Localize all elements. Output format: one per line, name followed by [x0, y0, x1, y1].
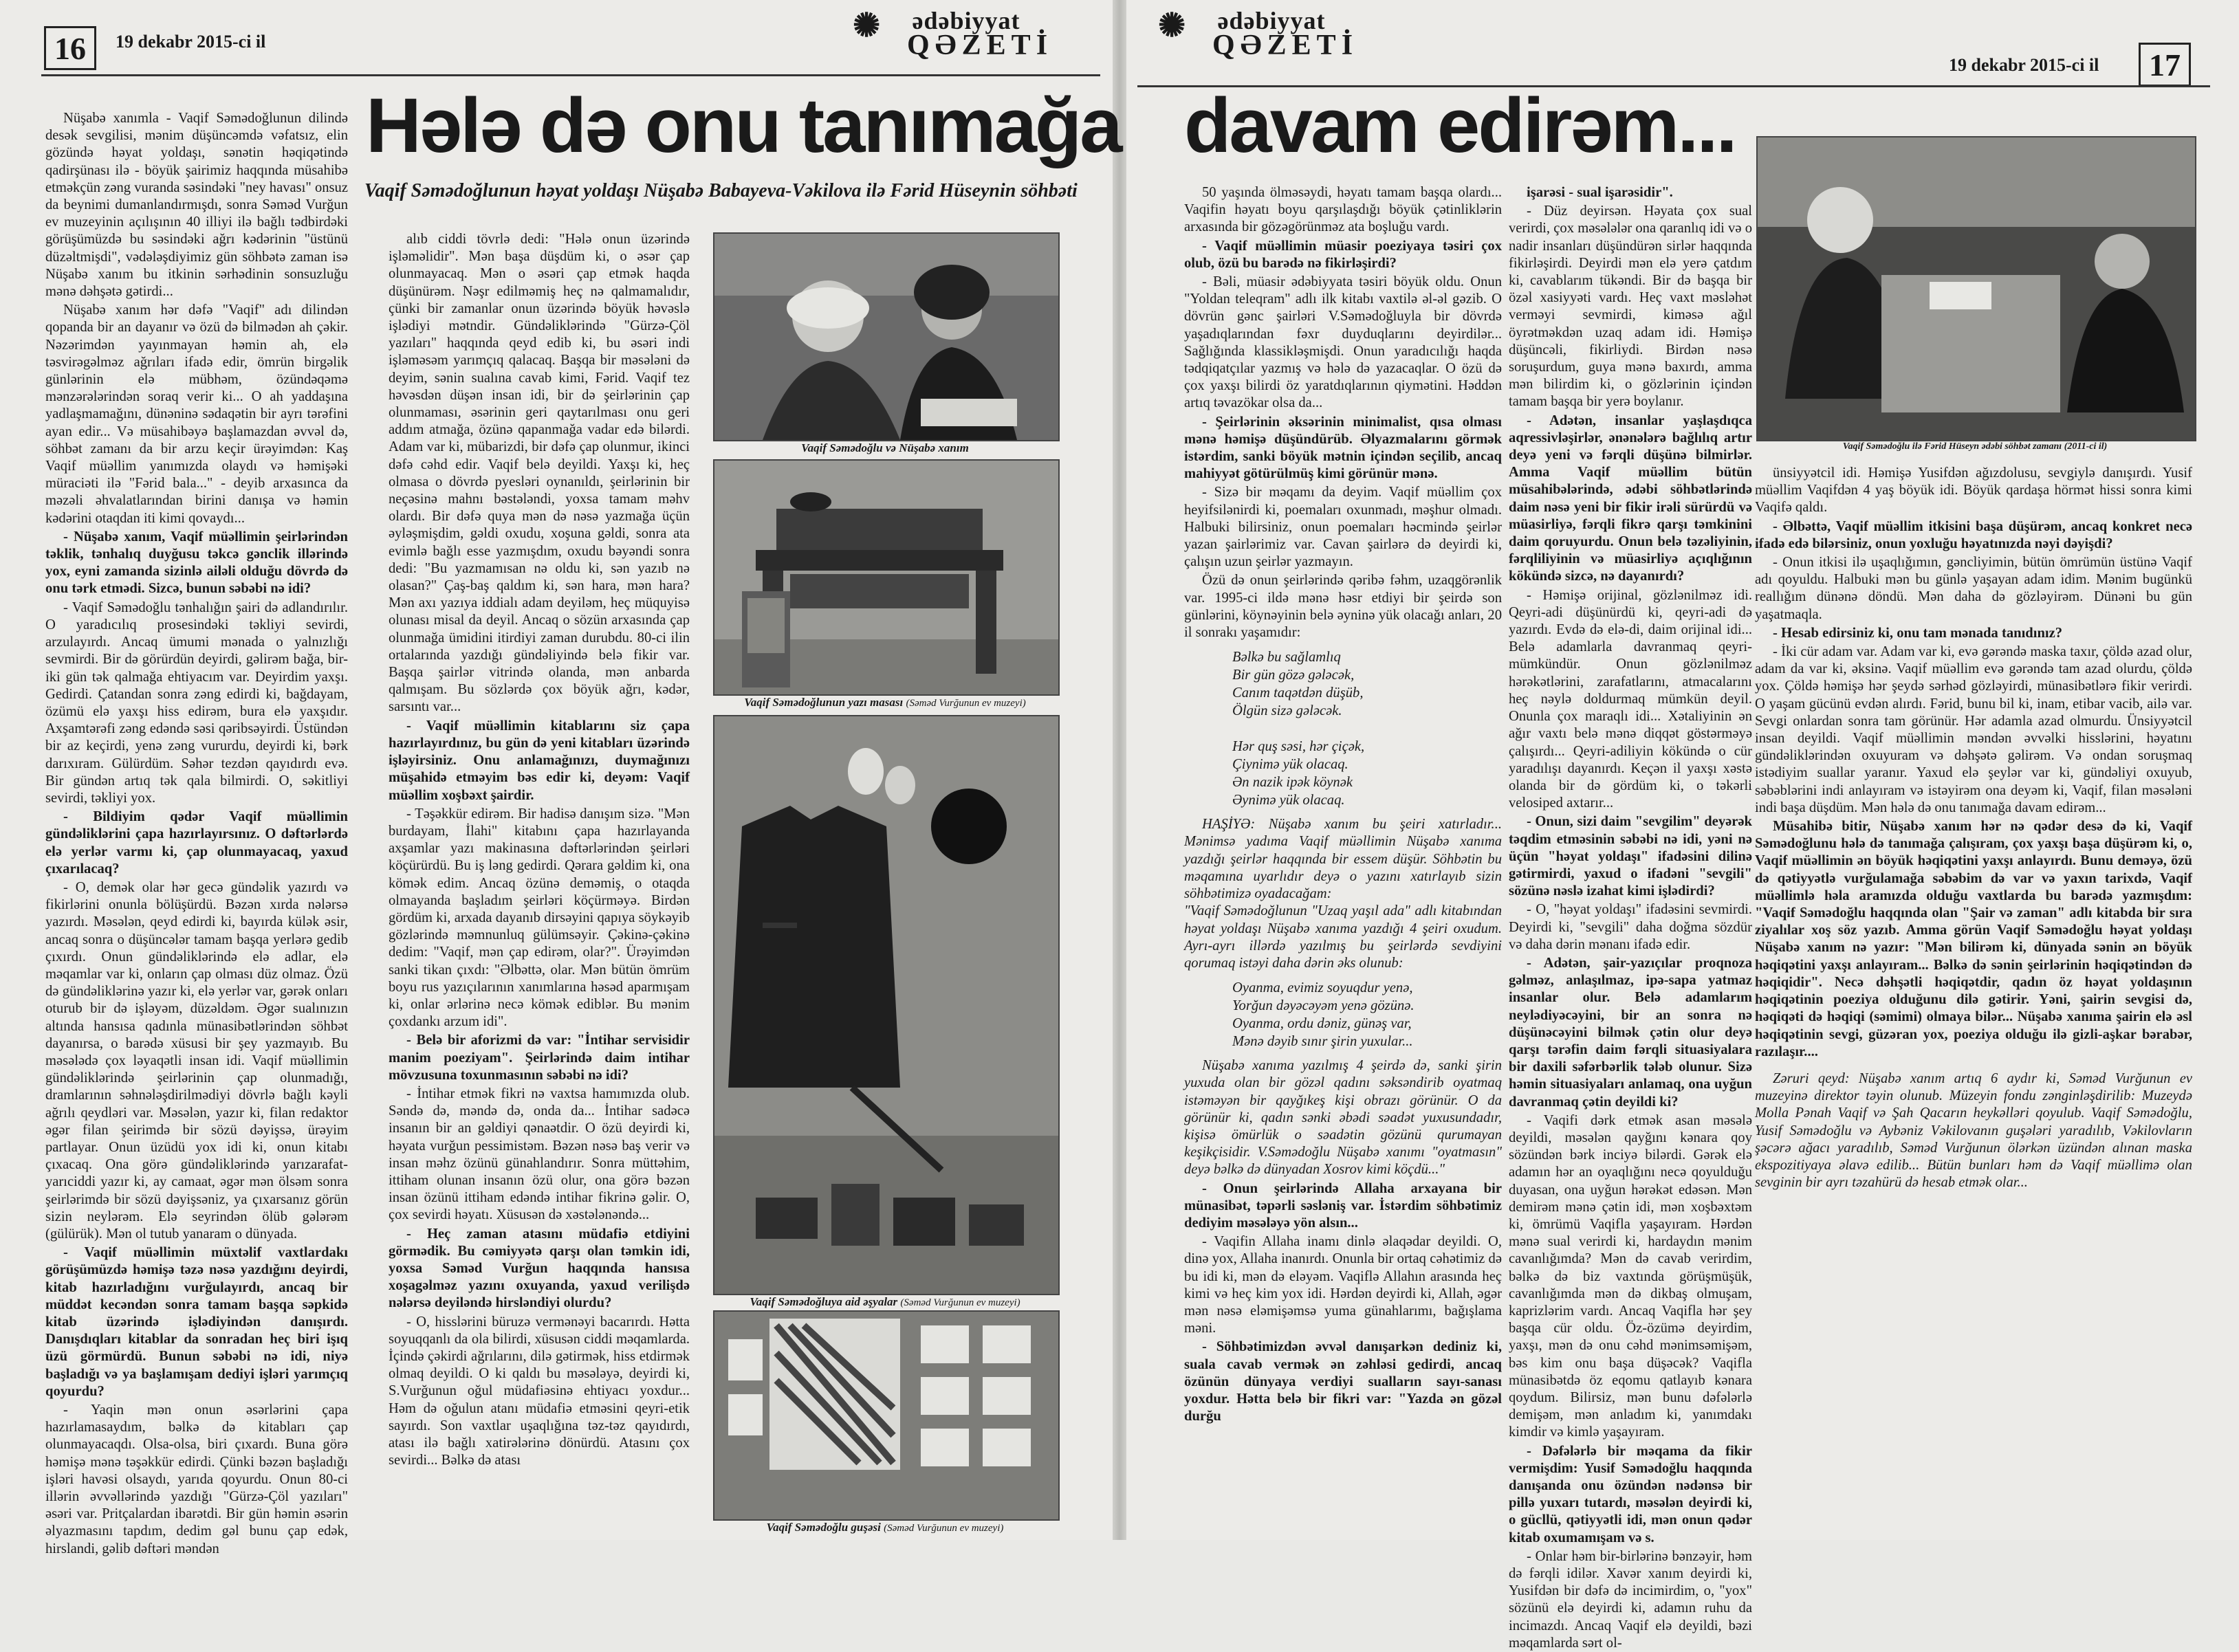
paragraph: - Təşəkkür edirəm. Bir hadisə danışım sizə. "Mən burdayam, İlahi" kitabını çapa hazırlayanda axşamlar yazı makinasına dəftərlərindən şeirləri köçürürdü. Bu iş ləng gedirdi. Qərara gəldim ki, ona kömək edim. Ancaq özünə deməmiş, o otaqda olmayanda başladım şeirləri köçürməyə. Birdən gördüm ki, arxada dayanıb dirsəyini qapıya söykəyib gözlərində məmnunluq gülümsəyir. Çəkinə-çəkinə dedim: "Vaqif, mən çap edirəm, olar?". Ürəyimdən sanki tikan çıxdı: "Əlbəttə, olar. Mən bütün ömrüm boyu rus yazıçılarının xanımlarına həsəd aparmışam ki, onlar ərlərinə necə kömək ediblər. Bu mənim çoxdankı arzum idi". [389, 806, 690, 1030]
interview-question: - Belə bir aforizmi də var: "İntihar servisidir manim poeziyam". Şeirlərində daim intihar mövzusuna toxunmasının səbəbi nə idi? [389, 1033, 690, 1083]
paragraph: - Vaqifi dərk etmək asan məsələ deyildi, məsələn qayğını kənara qoy sözündən bərk inciyə bilərdi. Gərək elə adamın hər an oyaqlığını necə qoyulduğu duyasan, ona uyğun hərəkət edəsən. Mən demirəm mənə çətin idi, mən xoşbəxtəm ki, ömrümü Vaqifla yaşayıram. Hərdən mənə sual verirdi ki, hardaydın mənim cavanlığımda? Mən də cavab verirdim, bəlkə də biz vaxtında görüşmüşük, cavanlığımda mən də dikbaş olmuşam, kaprizlərim vardı. Ancaq Vaqifla hər şey başqa cür oldu. Öz-özümə deyirdim, yaxşı, mən də onu cəhd mənimsəmişəm, bəs kim onu başa düşəcək? Vaqifla münasibətdə öz eqomu qatlayıb kənara qoydum. Bilirsiz, mən bunu dəfələrlə demişəm, mən anladım ki, yanımdakı kimdir və kimlə yaşayıram. [1509, 1112, 1752, 1440]
article-subtitle: Vaqif Səmədoğlunun həyat yoldaşı Nüşabə Babayeva-Vəkilova ilə Fərid Hüseynin söhbəti [364, 180, 1078, 201]
paragraph: Nüşabə xanım hər dəfə "Vaqif" adı dilindən qopanda bir an dayanır və özü də bilmədən ah çəkir. Nəzərimdən yayınmayan həmin ah, elə təsvirəgəlməz ağrıları ifadə edir, ömrün birgəlik günlərinin elə mübhəm, özündəqəmə mənzərələrindən soraq verir ki... O ah yaddaşına yadlaşmamağını, dünəninə sədaqətin bir ayrı tərəfini ayan edir... Və müsahibəyə başlamazdan əvvəl də, söhbət zamanı da bir arzu keçir ürəyimdən: Kaş Vaqif müəllim yanımızda olaydı və həmişəki müraciəti ilə "Fərid bala..." - deyib arxasınca da məzəli əhvalatlarından birini danışa və həmin kədərini otaqdan iti kimi qovaydı... [45, 302, 348, 526]
page-gutter [1113, 0, 1126, 1540]
photo-writing-desk [713, 459, 1060, 696]
interview-question: - Adətən, şair-yazıçılar proqnoza gəlməz, anlaşılmaz, ipə-sapa yatmaz insanlar olur. Belə adamlarım neylədiyəcəyini, bir an sonra nə düşünəcəyini bilmək çətin olur deyə qarşı tərəfin daim fərqli situasiyalara bir daxili səfərbərlik tələb olunur. Sizə həmin situasiyaları anlamaq, ona uyğun davranmaq çətin deyildi ki? [1509, 955, 1752, 1110]
header-rule [41, 74, 1100, 76]
paragraph: - İntihar etmək fikri nə vaxtsa hamımızda olub. Səndə də, məndə də, onda da... İntihar sadəcə insanın bir an gəldiyi qənaətdir. O özü deyirdi ki, həyata vurğun pessimistəm. Bəzən nəsə baş verir və insan məhz özünü günahlandırır. Sonra müttəhim, ittiham olunan insanın özü olur, ona görə bəzən insan özünü ittiham edəndə intihar fikrinə gəlir. O, çox sevirdi həyatı. Xüsusən də xəstələnəndə... [389, 1086, 690, 1223]
editor-note: HAŞİYƏ: Nüşabə xanım bu şeiri xatırladır... Mənimsə yadıma Vaqif müəllimin Nüşabə xanıma yazdığı şeirlər haqqında bir essem düşür. Söhbətin bu məqamına uyarlıdır deyə o yazını xatırlayıb sizin söhbətimizə oyadacağam: "Vaqif Səmədoğlunun "Uzaq yaşıl ada" adlı kitabından həyat yoldaşı Nüşabə xanıma yazdığı 4 şeiri oxudum. Ayrı-ayrı illərdə yazılmış bu şeirlərdə sevdiyini qorumaq istəyi daha dərin əks olunub: [1184, 817, 1502, 971]
interview-question: - Adətən, insanlar yaşlaşdıqca aqressivləşirlər, ənənələrə bağlılıq artır deyə yeni və fərqli düşünə bilmirlər. Amma Vaqif müəllim bütün müsahibələrində, ədəbi söhbətlərində daim nəsə yeni bir fikir irəli sürürdü və müasirliyə, fərqli fikrə qarşı təmkinini daim qoruyurdu. Onun belə təzəliyinin, fərqliliyinin və müasirliyə açıqlığının kökündə sizcə, nə dayanırdı? [1509, 412, 1752, 584]
paragraph: - O, demək olar hər gecə gündəlik yazırdı və fikirlərini onunla bölüşürdü. Bəzən xırda nələrsə yazırdı. Məsələn, qeyd edirdi ki, bayırda külək əsir, ancaq sonra o düşüncələr tamam başqa yerlərə gedib çıxırdı. Onun gündəliklərində elə adlar, elə məqamlar var ki, onların çap olması düz olmaz. Özü də gündəliklərinə yazır ki, elə yerlər var, gərək onları oturub bir də işləyəm, düzəldəm. Əgər sualınızın altında hansısa qadınla münasibətlərindən söhbət dayanırsa, o barədə xüsusi bir şey yazmayıb. Bu məsələdə çox ləyaqətli insan idi. Vaqif müəllimin gündəliklərində şeirlərinin çap olunmadığı, dramlarının səhnələşdirilmədiyi dövrlə bağlı kəyli ağrılı qeydləri var. Məsələn, yazır ki, filan redaktor əgər filan şeirimdə bir sözü dəyişsə, ürəyim partlayar. Onun üzüdü yox idi ki, onun kitabı çıxacaq. Ona görə gündəliklərində yarızarafat-yarıciddi yazır ki, ay camaat, əgər mən ölsəm sonra şeirlərimdə bir sözü dəyişsəniz, ya çıxarsanız görün sizin neylərəm. Elə seyrindən ölüb gələrəm (gülürük). Mən ol tutub yanaram o dünyada. [45, 879, 348, 1242]
text-column-5 [1755, 465, 2192, 1530]
paragraph: - Vaqifin Allaha inamı dinlə əlaqədar deyildi. O, dinə yox, Allaha inanırdı. Onunla bir ortaq cəhətimiz də bu idi ki, mən də eləyəm. Vaqiflə Allahın arasında heç kimi və heç kim yox idi. Hərdən deyirdi ki, Allah, əgər mən nəsə eləmişəmsə yuma günahlarımı, bağışlama məni. [1184, 1234, 1502, 1336]
interview-question: - Vaqif müəllimin kitablarını siz çapa hazırlayırdınız, bu gün də yeni kitabları üzərində işləyirsiniz. Onu anlamağınızı, duymağınızı müşahidə etməyim bəs edir ki, deyəm: Vaqif müəllim xoşbəxt şairdir. [389, 718, 690, 803]
desk-photo-image [714, 461, 1058, 694]
interview-question: Müsahibə bitir, Nüşabə xanım hər nə qədər desə də ki, Vaqif Səmədoğlunu hələ də tanımağa çalışıram, çox yaxşı başa düşürəm ki, o, Vaqif müəllimin ən böyük həqiqətini yaxşı anlayırdı. Bunu deməyə, özü də qətiyyətlə vurğulamağa səbəbim də var və yaxın tarixdə, Vaqif müəllimlə həla aramızda olduğu vaxtlarda bu barədə yazmışdım: "Vaqif Səmədoğlu haqqında olan "Şair və zaman" adlı kitabda bir sıra ziyalılar xoş söz yazıb. Amma görün Vaqif Səmədoğlu həyat yoldaşı Nüşabə xanım nə yazır: "Mən bilirəm ki, dünyada sənin ən böyük həqiqətini yaxşı anlayıram... Bəlkə də sənin şeirlərinin həqiqətindən də həqiqidir". Necə dəhşətli həqiqətdir, qadın öz həyat yoldaşının həqiqətinin poeziya olduğunu dilə gətirir. Yəni, şairin sevgisi də, həqiqəti də həqiqi (səmimi) olmaya bilər... Nüşabə xanıma şairin elə əsl həqiqətinin sevgi, güzəran yox, poeziya olduğu ilə gizli-aşkar bərabər, razılaşır.... [1755, 819, 2192, 1059]
caption-photo-3: Vaqif Səmədoğluya aid əşyalar (Səməd Vurğunun ev muzeyi) [750, 1295, 1020, 1308]
headline-right: davam edirəm... [1184, 82, 1736, 168]
text-column-4 [1509, 184, 1752, 1651]
paragraph: ünsiyyətcil idi. Həmişə Yusifdən ağızdolusu, sevgiylə danışırdı. Yusif müəllim Vaqifdən 4 yaş böyük idi. Böyük qardaşa hörmət hissi sonra kimi Vaqifə qaldı. [1755, 465, 2192, 516]
paragraph: - İki cür adam var. Adam var ki, evə gərəndə maska taxır, çöldə azad olur, adam da var ki, əksinə. Vaqif müəllim evə gərəndə tam azad olurdu, çöldə yox. Çöldə həmişə hər şeydə sərhəd gözləyirdi, münasibətlərə fikir verirdi. O yaşam gücünü evdən alırdı. Fərid, bunu bil ki, inam, etibar vacib, ailə var. Sevgi onlardan sonra tam görünür. Hər adamla azad olmurdu. Ünsiyyətcil insan deyildi. Vaqif müəllimin məndən əvvəlki hisslərini, həyatını gündəliklərindən oxuyuram və dəhşətə gəlirəm. Və ondan soruşmaq istədiyim suallar yaranır. Yaxud elə şeylər var ki, gündəliyi oxuyub, səbəblərini indi anlayıram və istəyirəm ona deyəm ki, Vaqif, filan məsələni indi başa düşdüm. Mən hələ də onu tanımağa davam edirəm... [1755, 644, 2192, 815]
interview-question: - Bildiyim qədər Vaqif müəllimin gündəliklərini çapa hazırlayırsınız. O dəftərlərdə elə yerlər varmı ki, çap olunmayacaq, yaxud çıxarılacaq? [45, 809, 348, 877]
page-number: 16 [44, 26, 96, 70]
text-column-2 [389, 231, 690, 1530]
interview-photo-image [1758, 137, 2195, 440]
caption-photo-4: Vaqif Səmədoğlu guşəsi (Səməd Vurğunun ev muzeyi) [766, 1521, 1004, 1534]
paragraph: alıb ciddi tövrlə dedi: "Hələ onun üzərində işləməlidir". Mən başa düşdüm ki, o əsər çap olunmayacaq. Mən o əsəri çap etmək haqda düşünürəm. Nəşr edilməmiş heç nə qalmamalıdır, çünki bir zamanlar onun üzərində böyük həvəslə işlədiyi mətndir. Gündəliklərində "Gürzə-Çöl yazıları" haqqında qeyd edib ki, bu əsəri indi işləməsəm yarımçıq qalacaq. Başqa bir məsələni də deyim, sənin sualına cavab kimi, Fərid. Vaqif tez həvəsdən düşən insan idi, bir də şeirlərinin çap olunmaması, əsərinin geri qaytarılması onu geri addım atmağa, özünə qapanmağa vadar edə bilərdi. Adam var ki, mübarizdi, bir dəfə çap olunmur, ikinci dəfə cəhd edir. Vaqif belə deyildi. Yaxşı ki, heç olmasa o dövrdə pyesləri oynanıldı, şeirlərinin bir neçəsinə mahnı bəstələndi, yoxsa tamam məhv olardı. Bir dəfə quya mən də nəsə yazmağa üçün əyləşmişdim, gəldi oxudu, xoşuna gəldi, sonra ata evimlə bağlı esse yazmışdım, oxudu bəyəndi sonra dedi: "Bu yazmamısan nə oldu ki, sən yazıb nə olasan?" Çaş-baş qaldım ki, sən hara, mən hara? Mən axı yazıya iddialı adam deyiləm, heç müquyisə olunası misal da deyil. Ancaq o sözün arxasında çap olunmağa ümidini itirdiyi zaman durubdu. 80-ci ilin ortalarında yazdığı gündəliyində belə fikir var. Başqa şairlər vitrində olanda, mən anbarda qalmışam. Bu sözlərdə çox böyük ağrı, kədər, sarsıntı var... [389, 232, 690, 715]
photo-belongings [713, 715, 1060, 1295]
caption-photo-2: Vaqif Səmədoğlunun yazı masası (Səməd Vurğunun ev muzeyi) [744, 696, 1026, 709]
poem-stanza: Bəlkə bu sağlamlıq Bir gün gözə gələcək, Canım taqətdən düşüb, Ölgün sizə gələcək. Hər quş səsi, hər çiçək, Çiynimə yük olacaq. Ən nazik ipək köynək Əynimə yük olacaq. [1232, 650, 1365, 808]
footnote: Zəruri qeyd: Nüşabə xanım artıq 6 aydır ki, Səməd Vurğunun ev muzeyinə direktor təyin olunub. Müzeyin fondu zənginləşdirilib: Muzeydə Molla Pənah Vaqif və Şah Qacarın heykəlləri qoyulub. Vaqif Səmədoğlu, Yusif Səmədoğlu və Aybəniz Vəkilovanın guşələri yaradılıb, Vəkilovların şəcərə ağacı yaradılıb, Səməd Vurğunun ölərkən üzündən alınan maska ekspozitiyaya əlavə edilib... Bütün bunları həm də Vaqif müəllimə olan sevginin bir ayrı təzahürü də hesab etmək olar... [1755, 1070, 2192, 1191]
headline-left: Hələ də onu tanımağa [366, 82, 1121, 168]
interview-question: - Vaqif müəllimin müasir poeziyaya təsiri çox olub, özü bu barədə nə fikirləşirdi? [1184, 238, 1502, 271]
photo-interview [1756, 136, 2196, 441]
caption-photo-5: Vaqif Səmədoğlu ilə Fərid Hüseyn ədəbi söhbət zamanı (2011-ci il) [1842, 441, 2108, 452]
sun-emblem-icon: ✺ [853, 8, 881, 44]
interview-question: - Şeirlərinin əksərinin minimalist, qısa olması mənə həmişə düşündürüb. Əlyazmalarını görmək istərdim, sanki böyük mətnin içindən seçilib, ancaq mahiyyət götürülmüş kimi görünür mənə. [1184, 414, 1502, 482]
paragraph: - Bəli, müasir ədəbiyyata təsiri böyük oldu. Onun "Yoldan teleqram" adlı ilk kitabı vaxtilə əl-əl gəzib. O dövrün gənc şairləri V.Səmədoğluyla bir dövrdə yaşadıqlarından fəxr duyduqlarını deyirdilər... Sağlığında klassikləşmişdi. Onun yaradıcılığı haqda tədqiqatçılar yazmış və hələ də yazacaqlar. O özü də çox yaxşı bilirdi öz yaratdıqlarının qiymətini. Həddən artıq təvazökar olsa da... [1184, 274, 1502, 411]
corner-photo-image [714, 1312, 1058, 1519]
paragraph: 50 yaşında ölməsəydi, həyatı tamam başqa olardı... Vaqifin həyatı boyu qarşılaşdığı böyük çətinliklərin arxasında bir gözəgörünməz ata boşluğu vardı. [1184, 185, 1502, 235]
interview-question: - Dəfələrlə bir məqama da fikir vermişdim: Yusif Səmədoğlu haqqında danışanda onu özündən nədənsə bir pillə yuxarı tutardı, məsələn deyirdi ki, o gücllü, qətiyyətli idi, mən onun qədər kitab oxumamışam və s. [1509, 1443, 1752, 1545]
issue-date: 19 dekabr 2015-ci il [116, 32, 266, 52]
newspaper-logo: ✺ ədəbiyyat QƏZETİ [1158, 7, 1359, 61]
couple-photo-image [714, 234, 1058, 440]
paragraph: - Yaqin mən onun əsərlərini çapa hazırlamasaydım, bəlkə də kitabları çap olunmayacaqdı. Olsa-olsa, biri çıxardı. Buna görə həmişə mənə təşəkkür edirdi. Çünki bəzən başladığı işləri havəsi olsaydı, yarıda qoyurdu. Onun 80-ci illərin əvvəllərində yazdığı "Gürzə-Çöl yazıları" əsəri var. Pritçalardan ibarətdi. Bir gün həmin əsərin əlyazmasını tapdım, dedim gəl bunu çap edək, hirslandi, gəlib dəftəri məndən [45, 1402, 348, 1556]
newspaper-logo: ✺ ədəbiyyat QƏZETİ [853, 7, 1053, 61]
photo-couple [713, 232, 1060, 441]
paragraph: - Düz deyirsən. Həyata çox sual verirdi, çox məsələlər ona qaranlıq idi və o nadir insanları düşündürən sirlər haqqında fikirləşirdi. Deyirdi mən elə yerə çatdım ki, cavablarım tükəndi. Bir də başqa bir özəl xasiyyəti vardı. Heç vaxt məsləhət verməyi sevmirdi, kiməsə ağıl öyrətməkdən uzaq adam idi. Həmişə düşüncəli, fikirliydi. Birdən nəsə soruşurdum, guya mənə baxırdı, amma mən bilirdim ki, o gözlərinin içindən tamam başqa bir yerə boylanır. [1509, 203, 1752, 410]
interview-question: - Onun, sizi daim "sevgilim" deyərək təqdim etməsinin səbəbi nə idi, yəni nə üçün "həyat yoldaşı" ifadəsini dilinə gətirmirdi, yaxud o ifadəni "sevgili" sözünə nəslə izahat kimi işlədirdi? [1509, 814, 1752, 899]
paragraph: - Həmişə orijinal, gözlənilməz idi. Qeyri-adi düşünürdü ki, qeyri-adi də yazırdı. Evdə də elə-di, daim orijinal idi... Belə adamlarla davranmaq qeyri-mümkündür. Onun gözlənilməz hərəkətlərini, zarafatlarını, atmacalarını heç nəylə doldurmaq mümkün deyil. Onunla çox maraqlı idi... Xətaliyinin ən ağır vaxtı belə mənə diqqət göstərməyə çalışırdı... Qeyri-adiliyin kökündə o cür yaradılışı dayanırdı. Keçən il yaxşı xəstə olanda bir də gördüm ki, o təkərli velosiped axtarır... [1509, 587, 1752, 811]
paragraph: - Sizə bir məqamı da deyim. Vaqif müəllim çox heyifsilənirdi ki, poemaları oxunmadı, məşhur olmadı. Halbuki bilirsiniz, onun poemaları həcmində şeirlər yazan şairlərimiz var. Cavan şairlərə də deyirdi ki, çalışın uzun şeirlər yazmayın. [1184, 485, 1502, 570]
text-column-3 [1184, 184, 1502, 1532]
interview-question: - Onun şeirlərində Allaha arxayana bir münasibət, təpərli səsləniş var. İstərdim söhbətimiz dediyim məsələyə yön alsın... [1184, 1180, 1502, 1231]
paragraph: - Vaqif Səmədoğlu tənhalığın şairi də adlandırılır. O yaradıcılıq prosesindəki təkliyi sevirdi, arzulayırdı. Ancaq ümumi mənada o yalnızlığı sevmirdi. Bir də görürdün deyirdi, gəlirəm bağa, bir-iki gün tək qalmağa ehtiyacım var. Deyirdim yaxşı. Gedirdi. Çatandan sonra zəng edirdi ki, bağdayam, özümü elə yaxşı hiss edirəm, bura elə yaxşıdır. Axşamtərəfi zəng edəndə səsi qəribsəyirdi. Üstündən bir az keçirdi, yenə zəng vururdu, deyirdi ki, bərk darıxıram. Gülürdüm. Səhər tezdən qayıdırdı evə. Bir gündən artıq tək qala bilmirdi. O, səkitliyi sevirdi, təkliyi yox. [45, 599, 348, 806]
paragraph: - O, hisslərini büruzə vermənəyi bacarırdı. Hətta soyuqqanlı da ola bilirdi, xüsusən ciddi məqamlarda. İçində çəkirdi ağrılarını, dilə gətirmək, hiss etdirmək olmaq deyildi. O ki qaldı bu məsələyə, deyirdi ki, S.Vurğunun oğul müdafiəsinə ehtiyacı yoxdur... Həm də oğulun atanı müdafiə etməsini qeyri-etik sayırdı. Son vaxtlar uşaqlığına təz-təz qayıdırdı, atası ilə bağlı xatirələrinə dönürdü. Atasını çox sevirdi... Bəlkə də atası [389, 1314, 690, 1468]
interview-question: - Hesab edirsiniz ki, onu tam mənada tanıdınız? [1773, 625, 2063, 641]
paragraph: - O, "həyat yoldaşı" ifadəsini sevmirdi. Deyirdi ki, "sevgili" daha doğma sözdür və daha dərin mənanı ifadə edir. [1509, 902, 1752, 952]
text-column-1 [45, 110, 348, 1556]
interview-question: - Heç zaman atasını müdafiə etdiyini görmədik. Bu cəmiyyətə qarşı olan təmkin idi, yoxsa Səməd Vurğun haqqında hansısa xoşagəlməz yazını oxuyanda, yaxud verilişdə nələrsə deyiləndə hirsləndiyi olurdu? [389, 1226, 690, 1311]
photo-corner [713, 1310, 1060, 1521]
page-number: 17 [2139, 43, 2191, 87]
paragraph: - Onlar həm bir-birlərinə bənzəyir, həm də fərqli idilər. Xavər xanım deyirdi ki, Yusifdən bir dəfə də incimirdim, o, "yox" sözünü elə deyirdi ki, adamın ruhu da incimazdı. Ancaq Vaqif elə deyildi, bəzi məqamlarda sərt ol- [1509, 1548, 1752, 1651]
interview-question: - Əlbəttə, Vaqif müəllim itkisini başa düşürəm, ancaq konkret necə ifadə edə bilərsiniz, onun yoxluğu həyatınızda nəyi dəyişdi? [1755, 518, 2192, 551]
paragraph: - Onun itkisi ilə uşaqlığımın, gəncliyimin, bütün ömrümün üstünə Vaqif adı qoyuldu. Halbuki mən bu günlə yaşayan adam idim. Mənim bugünkü reallığım dünənə döndü. Mən daha də gözləyirəm. Dünəni bu gün yaşatmaqla. [1755, 555, 2192, 622]
interview-question: - Nüşabə xanım, Vaqif müəllimin şeirlərindən təklik, tənhalıq duyğusu təkcə gənclik illərində yox, eyni zamanda sizinlə ailəli olduğu dövrdə də onu tərk etmədi. Sizcə, bunun səbəbi nə idi? [45, 529, 348, 597]
interview-question: - Vaqif müəllimin müxtəlif vaxtlardakı görüşümüzdə həmişə təzə nəsə yazdığını deyirdi, kitab hazırladığını vurğulayırdı, ancaq bir müddət kecəndən sonra tamam başqa səpkidə kitab üzərində işlədiyindən danışırdı. Danışdıqları kitablar da sonradan heç biri işıq üzü görmürdü. Bunun səbəbi nə idi, niyə başladığı və ya başlamışam dediyi işləri yarımçıq qoyurdu? [45, 1245, 348, 1399]
paragraph: Nüşabə xanımla - Vaqif Səmədoğlunun dilində desək sevgilisi, mənim düşüncəmdə vəfatsız, elin gözündə həyat yoldaşı, sənətin həqiqətində qadirşünası ilə - böyük şairimiz haqqında müsahibə etməkçün zəng vuranda səsindəki "ney havası" onsuz da beynimi dumanlandırmışdı, sonra Səməd Vurğun ev muzeyinin açılışının 40 illiyi ilə bağlı tədbirdəki görüşümüzdə bu səsindəki ağrı kədərinin "üstünü düzəltmişdi", vədələşdiyimiz gün söhbətə zaman isə Nüşabə xanım bu itkinin sərhədinin sonsuzluğu mənə dəhşətə gətirdi... [45, 111, 348, 300]
sun-emblem-icon: ✺ [1158, 8, 1186, 44]
belongings-photo-image [714, 716, 1058, 1294]
issue-date: 19 dekabr 2015-ci il [1949, 55, 2099, 75]
interview-question: işarəsi - sual işarəsidir". [1527, 185, 1673, 200]
paragraph: Özü də onun şeirlərində qəribə fəhm, uzaqgörənlik var. 1995-ci ildə mənə həsr etdiyi bir şeirdə son günlərini, köynəyinin belə əyninə yük olacağı anları, 20 il sonrakı yaşamıdır: [1184, 573, 1502, 641]
poem-stanza: Oyanma, evimiz soyuqdur yenə, Yorğun dəyəcəyəm yenə gözünə. Oyanma, ordu dəniz, günəş var, Mənə dəyib sınır şirin yuxular... [1232, 980, 1415, 1050]
caption-photo-1: Vaqif Səmədoğlu və Nüşabə xanım [801, 441, 969, 454]
editor-note: Nüşabə xanıma yazılmış 4 şeirdə də, sanki şirin yuxuda olan bir gözəl qadını səksəndirib oyatmaq istəməyən bir qayğıkeş kişi obrazı görünür. O da görünür ki, qadın sənki əbədi səadət yuxusundadır, kişisə ömürlük o səadətin gözünü qurumayan keşikçisidir. V.Səmədoğlu Nüşabə xanımı "oyatmasın" deyə bəlkə də dünyadan Xosrov kimi köçdü..." [1184, 1058, 1502, 1178]
interview-question: - Söhbətimizdən əvvəl danışarkən dediniz ki, suala cavab vermək ən zəhləsi gedirdi, ancaq özünün dünyaya verdiyi sualların sayı-sanası yoxdur. Hətta belə bir fikri var: "Yazda ən gözəl durğu [1184, 1339, 1502, 1424]
